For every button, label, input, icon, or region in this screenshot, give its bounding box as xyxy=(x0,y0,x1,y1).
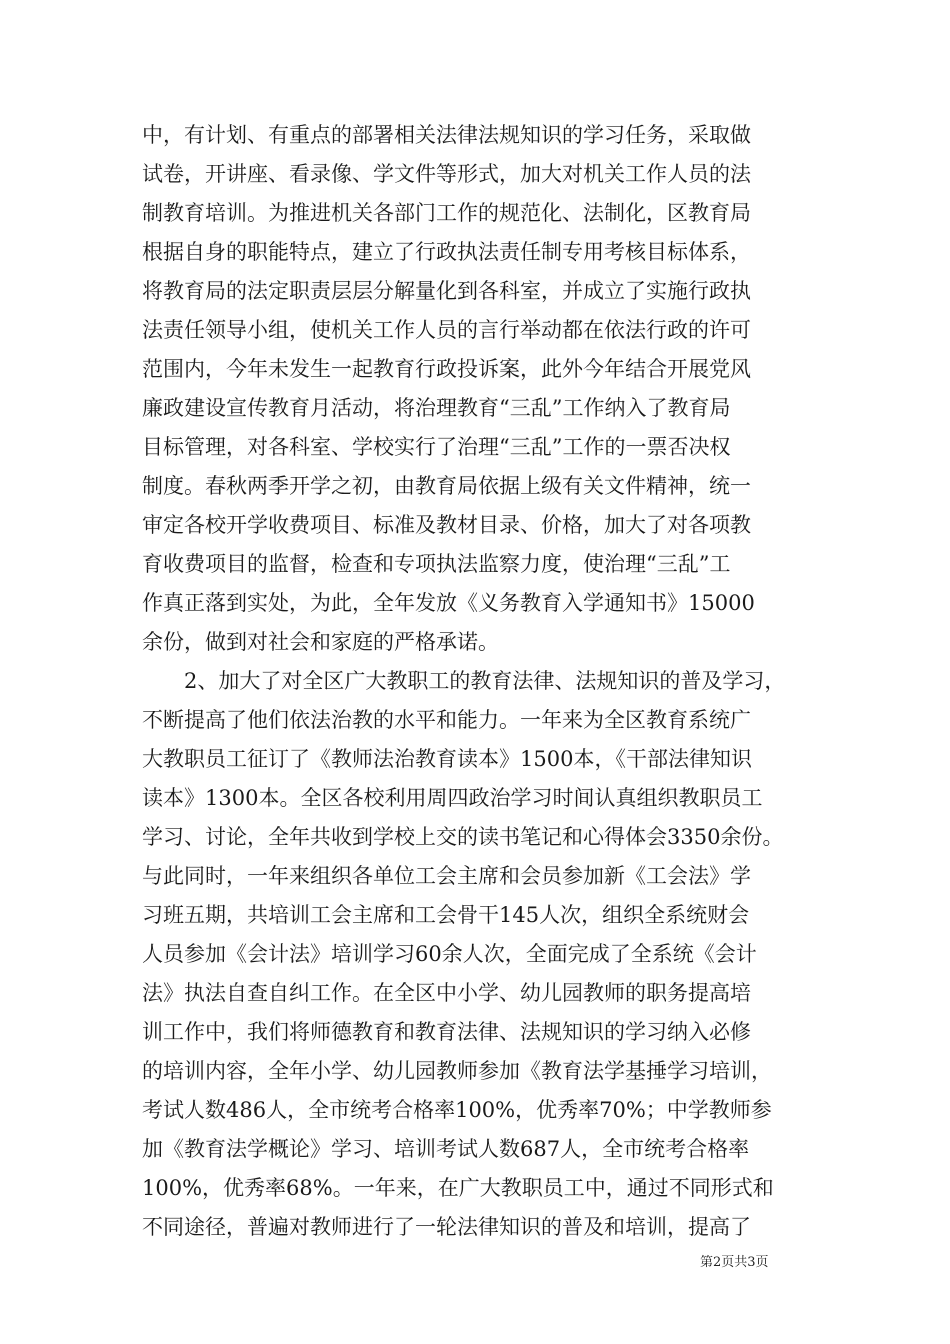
text-line: 大教职员工征订了《教师法治教育读本》1500本，《干部法律知识 xyxy=(142,747,752,771)
text-line: 育收费项目的监督，检查和专项执法监察力度，使治理“三乱”工 xyxy=(142,552,731,576)
text-line: 余份，做到对社会和家庭的严格承诺。 xyxy=(142,630,499,654)
text-line: 制教育培训。为推进机关各部门工作的规范化、法制化，区教育局 xyxy=(142,201,751,225)
text-line: 100%，优秀率68%。一年来，在广大教职员工中，通过不同形式和 xyxy=(142,1176,774,1200)
text-line: 学习、讨论，全年共收到学校上交的读书笔记和心得体会3350余份。 xyxy=(142,825,784,849)
text-line: 习班五期，共培训工会主席和工会骨干145人次，组织全系统财会 xyxy=(142,903,750,927)
text-line: 范围内，今年未发生一起教育行政投诉案，此外今年结合开展党风 xyxy=(142,357,751,381)
text-line: 作真正落到实处，为此，全年发放《义务教育入学通知书》15000 xyxy=(142,591,755,615)
text-line: 廉政建设宣传教育月活动，将治理教育“三乱”工作纳入了教育局 xyxy=(142,396,731,420)
text-line: 加《教育法学概论》学习、培训考试人数687人，全市统考合格率 xyxy=(142,1137,750,1161)
text-line: 的培训内容，全年小学、幼儿园教师参加《教育法学基捶学习培训， xyxy=(142,1059,772,1083)
document-body xyxy=(142,116,812,1247)
text-line: 人员参加《会计法》培训学习60余人次，全面完成了全系统《会计 xyxy=(142,942,757,966)
text-line: 法》执法自查自纠工作。在全区中小学、幼儿园教师的职务提高培 xyxy=(142,981,751,1005)
text-line: 法责任领导小组，使机关工作人员的言行举动都在依法行政的许可 xyxy=(142,318,751,342)
paragraph-2 xyxy=(142,662,812,1247)
text-line: 试卷，开讲座、看录像、学文件等形式，加大对机关工作人员的法 xyxy=(142,162,751,186)
text-line: 2、加大了对全区广大教职工的教育法律、法规知识的普及学习， xyxy=(142,669,786,693)
text-line: 训工作中，我们将师德教育和教育法律、法规知识的学习纳入必修 xyxy=(142,1020,751,1044)
paragraph-1 xyxy=(142,116,812,662)
text-line: 将教育局的法定职责层层分解量化到各科室，并成立了实施行政执 xyxy=(142,279,751,303)
text-line: 目标管理，对各科室、学校实行了治理“三乱”工作的一票否决权 xyxy=(142,435,731,459)
text-line: 制度。春秋两季开学之初，由教育局依据上级有关文件精神，统一 xyxy=(142,474,751,498)
text-line: 不同途径，普遍对教师进行了一轮法律知识的普及和培训，提高了 xyxy=(142,1215,751,1239)
text-line: 审定各校开学收费项目、标准及教材目录、价格，加大了对各项教 xyxy=(142,513,751,537)
text-line: 与此同时，一年来组织各单位工会主席和会员参加新《工会法》学 xyxy=(142,864,751,888)
text-line: 不断提高了他们依法治教的水平和能力。一年来为全区教育系统广 xyxy=(142,708,751,732)
text-line: 读本》1300本。全区各校利用周四政治学习时间认真组织教职员工 xyxy=(142,786,763,810)
text-line: 根据自身的职能特点，建立了行政执法责任制专用考核目标体系， xyxy=(142,240,751,264)
page-number: 第2页共3页 xyxy=(700,1255,769,1270)
text-line: 考试人数486人，全市统考合格率100%，优秀率70%；中学教师参 xyxy=(142,1098,772,1122)
text-line: 中，有计划、有重点的部署相关法律法规知识的学习任务，采取做 xyxy=(142,123,751,147)
